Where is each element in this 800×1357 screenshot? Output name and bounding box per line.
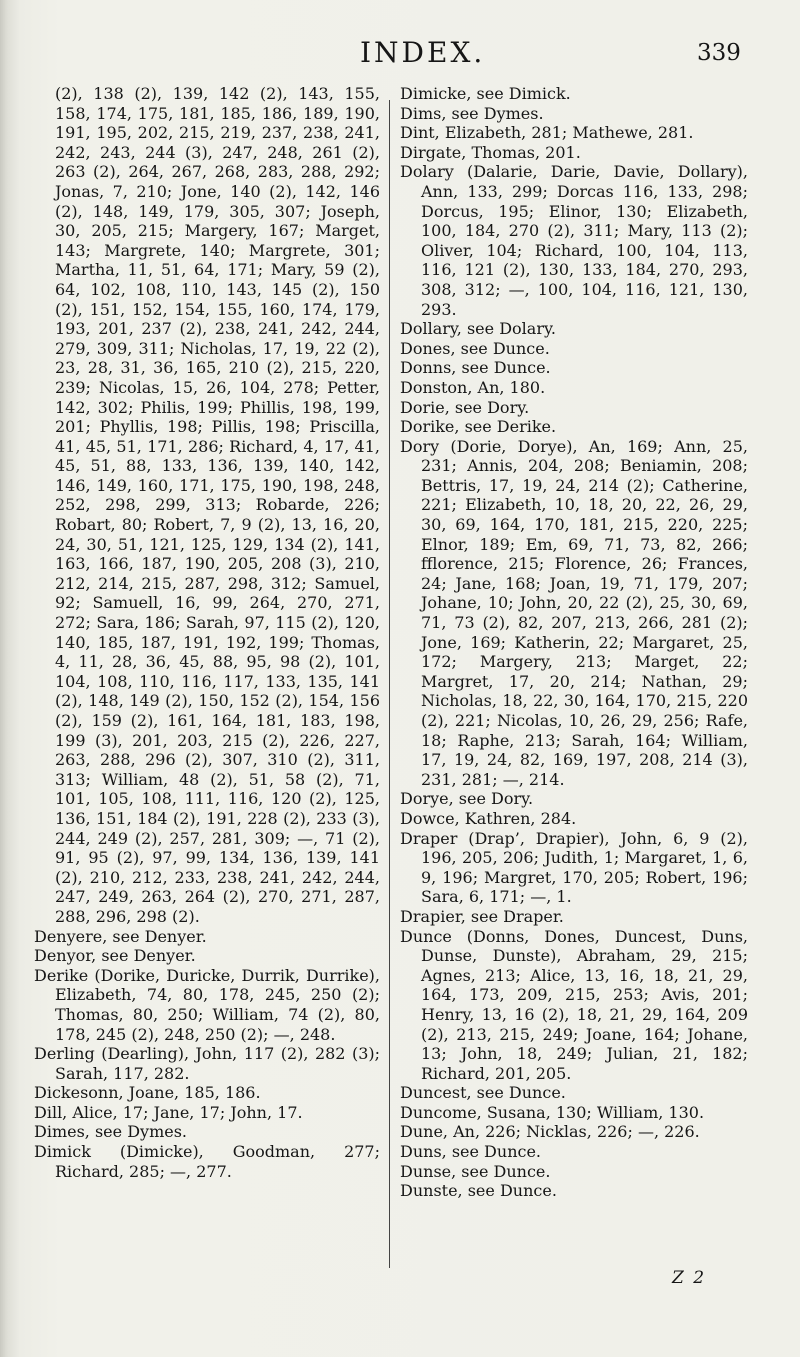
index-entry: Derling (Dearling), John, 117 (2), 282 (3); Sarah, 117, 282. <box>34 1044 380 1083</box>
index-entry: Donns, see Dunce. <box>400 358 551 378</box>
index-entry: Dolary (Dalarie, Darie, Davie, Dollary), Ann, 133, 299; Dorcas 116, 133, 298; Dorcus, 195; Elinor, 130; Elizabeth, 100, 184, 270 (2), 311; Mary, 113 (2); Oliver, 104; Richard, 100, 104, 113, 116, 121 (2), 130, 133, 184, 270, 293, 308, 312; —, 100, 104, 116, 121, 130, 293. <box>400 162 748 319</box>
index-entry: Duncest, see Dunce. <box>400 1083 566 1103</box>
index-entry: Duncome, Susana, 130; William, 130. <box>400 1102 705 1122</box>
index-entry: Dune, An, 226; Nicklas, 226; —, 226. <box>400 1122 700 1142</box>
index-entry: Dims, see Dymes. <box>400 103 544 123</box>
index-entry: Dunce (Donns, Dones, Duncest, Duns, Dunse, Dunste), Abraham, 29, 215; Agnes, 213; Alice, 13, 16, 18, 21, 29, 164, 173, 209, 215, 253; Avis, 201; Henry, 13, 16 (2), 18, 21, 29, 164, 209 (2), 213, 215, 249; Joane, 164; Johane, 13; John, 18, 249; Julian, 21, 182; Richard, 201, 205. <box>400 926 748 1083</box>
page-title: INDEX. <box>360 36 486 69</box>
index-entry: Dollary, see Dolary. <box>400 319 556 339</box>
page-header <box>0 36 800 76</box>
index-entry: Duns, see Dunce. <box>400 1142 542 1162</box>
index-column-right <box>400 84 748 1201</box>
index-entry: Dint, Elizabeth, 281; Mathewe, 281. <box>400 123 694 143</box>
index-entry: Drapier, see Draper. <box>400 906 564 926</box>
index-entry: Dowce, Kathren, 284. <box>400 808 577 828</box>
index-entry: Dirgate, Thomas, 201. <box>400 142 581 162</box>
column-divider <box>389 100 390 1268</box>
index-entry: Dorike, see Derike. <box>400 417 557 437</box>
index-entry: Dones, see Dunce. <box>400 338 550 358</box>
index-entry: Denyor, see Denyer. <box>34 946 196 966</box>
index-entry: Draper (Drap’, Drapier), John, 6, 9 (2), 196, 205, 206; Judith, 1; Margaret, 1, 6, 9, 196; Margret, 170, 205; Robert, 196; Sara, 6, 171; —, 1. <box>400 828 748 907</box>
printer-signature-mark: Z 2 <box>672 1268 707 1288</box>
index-entry: Dickesonn, Joane, 185, 186. <box>34 1083 261 1103</box>
index-entry-continued: (2), 138 (2), 139, 142 (2), 143, 155, 158, 174, 175, 181, 185, 186, 189, 190, 191, 195, 202, 215, 219, 237, 238, 241, 242, 243, 244 (3), 247, 248, 261 (2), 263 (2), 264, 267, 268, 283, 288, 292; Jonas, 7, 210; Jone, 140 (2), 142, 146 (2), 148, 149, 179, 305, 307; Joseph, 30, 205, 215; Margery, 167; Marget, 143; Margrete, 140; Margrete, 301; Martha, 11, 51, 64, 171; Mary, 59 (2), 64, 102, 108, 110, 143, 145 (2), 150 (2), 151, 152, 154, 155, 160, 174, 179, 193, 201, 237 (2), 238, 241, 242, 244, 279, 309, 311; Nicholas, 17, 19, 22 (2), 23, 28, 31, 36, 165, 210 (2), 215, 220, 239; Nicolas, 15, 26, 104, 278; Petter, 142, 302; Philis, 199; Phillis, 198, 199, 201; Phyllis, 198; Pillis, 198; Priscilla, 41, 45, 51, 171, 286; Richard, 4, 17, 41, 45, 51, 88, 133, 136, 139, 140, 142, 146, 149, 160, 171, 175, 190, 198, 248, 252, 298, 299, 313; Robarde, 226; Robart, 80; Robert, 7, 9 (2), 13, 16, 20, 24, 30, 51, 121, 125, 129, 134 (2), 141, 163, 166, 187, 190, 205, 208 (3), 210, 212, 214, 215, 287, 298, 312; Samuel, 92; Samuell, 16, 99, 264, 270, 271, 272; Sara, 186; Sarah, 97, 115 (2), 120, 140, 185, 187, 191, 192, 199; Thomas, 4, 11, 28, 36, 45, 88, 95, 98 (2), 101, 104, 108, 110, 116, 117, 133, 135, 141 (2), 148, 149 (2), 150, 152 (2), 154, 156 (2), 159 (2), 161, 164, 181, 183, 198, 199 (3), 201, 203, 215 (2), 226, 227, 263, 288, 296 (2), 307, 310 (2), 311, 313; William, 48 (2), 51, 58 (2), 71, 101, 105, 108, 111, 116, 120 (2), 125, 136, 151, 184 (2), 191, 228 (2), 233 (3), 244, 249 (2), 257, 281, 309; —, 71 (2), 91, 95 (2), 97, 99, 134, 136, 139, 141 (2), 210, 212, 233, 238, 241, 242, 244, 247, 249, 263, 264 (2), 270, 271, 287, 288, 296, 298 (2). <box>55 84 380 926</box>
index-entry: Donston, An, 180. <box>400 377 546 397</box>
index-entry: Dorie, see Dory. <box>400 397 530 417</box>
index-entry: Dory (Dorie, Dorye), An, 169; Ann, 25, 231; Annis, 204, 208; Beniamin, 208; Bettris, 17, 19, 24, 214 (2); Catherine, 221; Elizabeth, 10, 18, 20, 22, 26, 29, 30, 69, 164, 170, 181, 215, 220, 225; Elnor, 189; Em, 69, 71, 73, 82, 266; fflorence, 215; Florence, 26; Frances, 24; Jane, 168; Joan, 19, 71, 179, 207; Johane, 10; John, 20, 22 (2), 25, 30, 69, 71, 73 (2), 82, 207, 213, 266, 281 (2); Jone, 169; Katherin, 22; Margaret, 25, 172; Margery, 213; Marget, 22; Margret, 17, 20, 214; Nathan, 29; Nicholas, 18, 22, 30, 164, 170, 215, 220 (2), 221; Nicolas, 10, 26, 29, 256; Rafe, 18; Raphe, 213; Sarah, 164; William, 17, 19, 24, 82, 169, 197, 208, 214 (3), 231, 281; —, 214. <box>400 436 748 789</box>
index-entry: Dimicke, see Dimick. <box>400 84 571 103</box>
index-entry: Dunste, see Dunce. <box>400 1181 557 1201</box>
index-entry: Dimes, see Dymes. <box>34 1122 188 1142</box>
index-entry: Denyere, see Denyer. <box>34 926 207 946</box>
index-column-left <box>34 84 380 1181</box>
index-entry: Dill, Alice, 17; Jane, 17; John, 17. <box>34 1102 303 1122</box>
index-entry: Derike (Dorike, Duricke, Durrik, Durrike), Elizabeth, 74, 80, 178, 245, 250 (2); Thomas, 80, 250; William, 74 (2), 80, 178, 245 (2), 248, 250 (2); —, 248. <box>34 965 380 1044</box>
index-entry: Dunse, see Dunce. <box>400 1161 551 1181</box>
index-entry: Dimick (Dimicke), Goodman, 277; Richard, 285; —, 277. <box>34 1142 380 1181</box>
page-number: 339 <box>697 40 741 66</box>
index-entry: Dorye, see Dory. <box>400 789 534 809</box>
